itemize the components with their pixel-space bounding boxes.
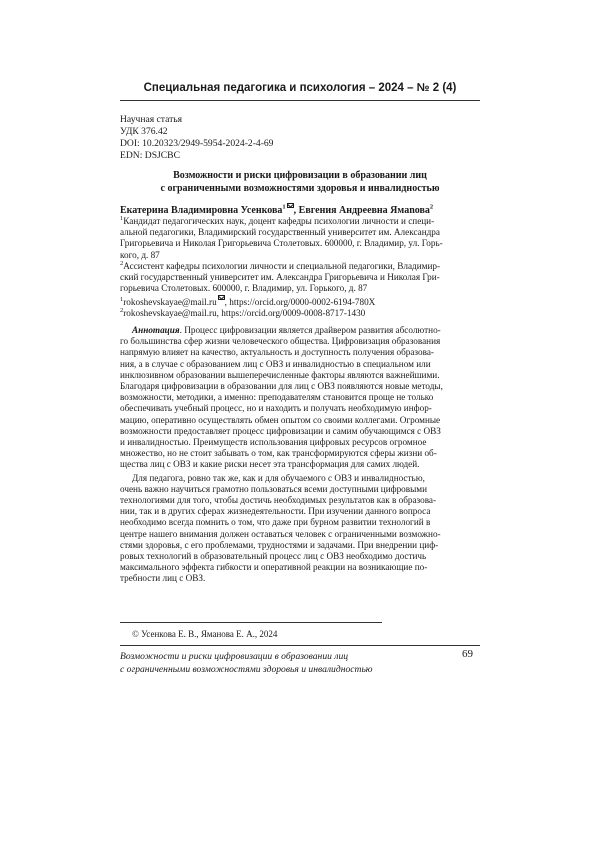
abstract-label: Аннотация [132,325,180,335]
abstract [120,325,480,585]
orcid-link[interactable]: , https://orcid.org/0000-0002-6194-780X [224,296,376,307]
affiliation-line: кого, д. 87 [120,249,160,260]
author-name: Евгения Андреевна Ямanова [298,205,430,216]
footer-rule [120,645,480,646]
email-sup: 1 [120,295,124,303]
abstract-line: Благодаря цифровизации в образовании для лиц с ОВЗ появляются новые методы, [120,381,443,392]
affiliation-line: альной педагогики, Владимирский государственный университет им. Александра [120,227,440,238]
affiliation-line: Ассистент кафедры психологии личности и специальной педагогики, Владимир- [123,261,441,271]
abstract-line: щества лиц с ОВЗ и какие риски несет эта трансформация для самих людей. [120,459,420,470]
affiliation-sup: 1 [120,214,124,222]
abstract-line: . Процесс цифровизации является драйвером развития абсолютно- [179,325,441,335]
abstract-line: технологиями для того, чтобы достичь необходимых результатов как в образова- [120,495,437,506]
affiliation-1 [120,216,480,261]
affiliation-line: Кандидат педагогических наук, доцент кафедры психологии личности и специ- [123,216,435,226]
abstract-line: центре нашего внимания должен оставаться человек с ограниченными возможно- [120,528,441,539]
affiliation-sup: 2 [120,259,124,267]
email-link[interactable]: rokoshevskayae@mail.ru, https://orcid.org/0009-0008-8717-1430 [123,307,366,318]
abstract-line: максимального эффекта гибкости и оперативной реакции на возникающие по- [120,562,428,573]
abstract-line: го большинства сфер жизни человеческого общества. Цифровизация образования [120,336,441,347]
header-rule [120,100,480,101]
affiliation-line: ский государственный университет им. Александра Григорьевича и Николая Гри- [120,272,440,283]
abstract-line: нии, так и в других сферах жизнедеятельности. При изучении данного вопроса [120,506,431,517]
abstract-line: ровых технологий в образовательный процесс лиц с ОВЗ необходимо достичь [120,551,427,562]
mail-icon [287,203,294,208]
abstract-line: возможности предоставляет процесс цифровизации и самим обучающимся с ОВЗ [120,425,441,436]
email-link[interactable]: rokoshevskayae@mail.ru [123,296,217,307]
author-sup: 2 [429,203,434,211]
abstract-line: возможности, методики, а именно: преподавателям становится проще не только [120,392,434,403]
affiliation-line: Григорьевича и Николая Григорьевича Столетовых. 600000, г. Владимир, ул. Горь- [120,238,443,249]
abstract-line: стями здоровья, с его проблемами, трудностями и задачами. При внедрении циф- [120,539,439,550]
abstract-line: очень важно научиться грамотно пользоваться всеми доступными цифровыми [120,483,428,494]
edn: EDN: DSJCBC [120,150,180,161]
doi: DOI: 10.20323/2949-5954-2024-2-4-69 [120,138,274,149]
author-separator: , [293,205,299,216]
author-name: Екатерина Владимировна Усенкова [120,205,283,216]
abstract-line: мацию, оперативно осуществлять обмен опытом со своими коллегами. Огромные [120,414,441,425]
affiliation-line: горьевича Столетовых. 600000, г. Владимир, ул. Горького, д. 87 [120,283,368,294]
udc: УДК 376.42 [120,126,168,137]
page-number: 69 [462,648,473,660]
title-line: Возможности и риски цифровизации в образовании лиц [173,170,427,181]
abstract-line: и инвалидностью. Преимуществ использования цифровых ресурсов огромное [120,437,427,448]
affiliation-2 [120,261,480,319]
abstract-line: инклюзивном образовании вышеперечисленные факторы являются важнейшими. [120,369,440,380]
abstract-line: ния, а в случае с образованием лиц с ОВЗ и инвалидностью в специальном или [120,358,431,369]
title-line: с ограниченными возможностями здоровья и инвалидностью [160,182,440,194]
mail-icon [218,295,225,300]
abstract-line: обеспечивать учебный процесс, но и находить и получать необходимую инфор- [120,403,432,414]
copyright-rule [120,622,382,623]
abstract-line: необходимо всегда помнить о том, что даже при бурном развитии технологий в [120,517,431,528]
abstract-line: множество, но не стоит забывать о том, как трансформируются сферы жизни об- [120,448,437,459]
journal-header: Специальная педагогика и психология – 2024 – № 2 (4) [143,82,457,94]
email-sup: 2 [120,306,124,314]
footer-title [120,650,373,676]
article-type: Научная статья [120,114,183,125]
author-sup: 1 [282,203,286,211]
footer-line: Возможности и риски цифровизации в образовании лиц [120,651,349,662]
article-meta [120,114,273,162]
abstract-line: Для педагога, ровно так же, как и для обучаемого с ОВЗ и инвалидностью, [132,472,425,483]
abstract-line: напрямую влияет на качество, актуальность и доступность получения образова- [120,347,434,358]
authors [120,203,480,216]
copyright: © Усенкова Е. В., Яманова Е. А., 2024 [132,629,278,639]
abstract-line: требности лиц с ОВЗ. [120,573,206,584]
footer-line: с ограниченными возможностями здоровья и инвалидностью [120,664,373,675]
article-title [120,170,480,195]
